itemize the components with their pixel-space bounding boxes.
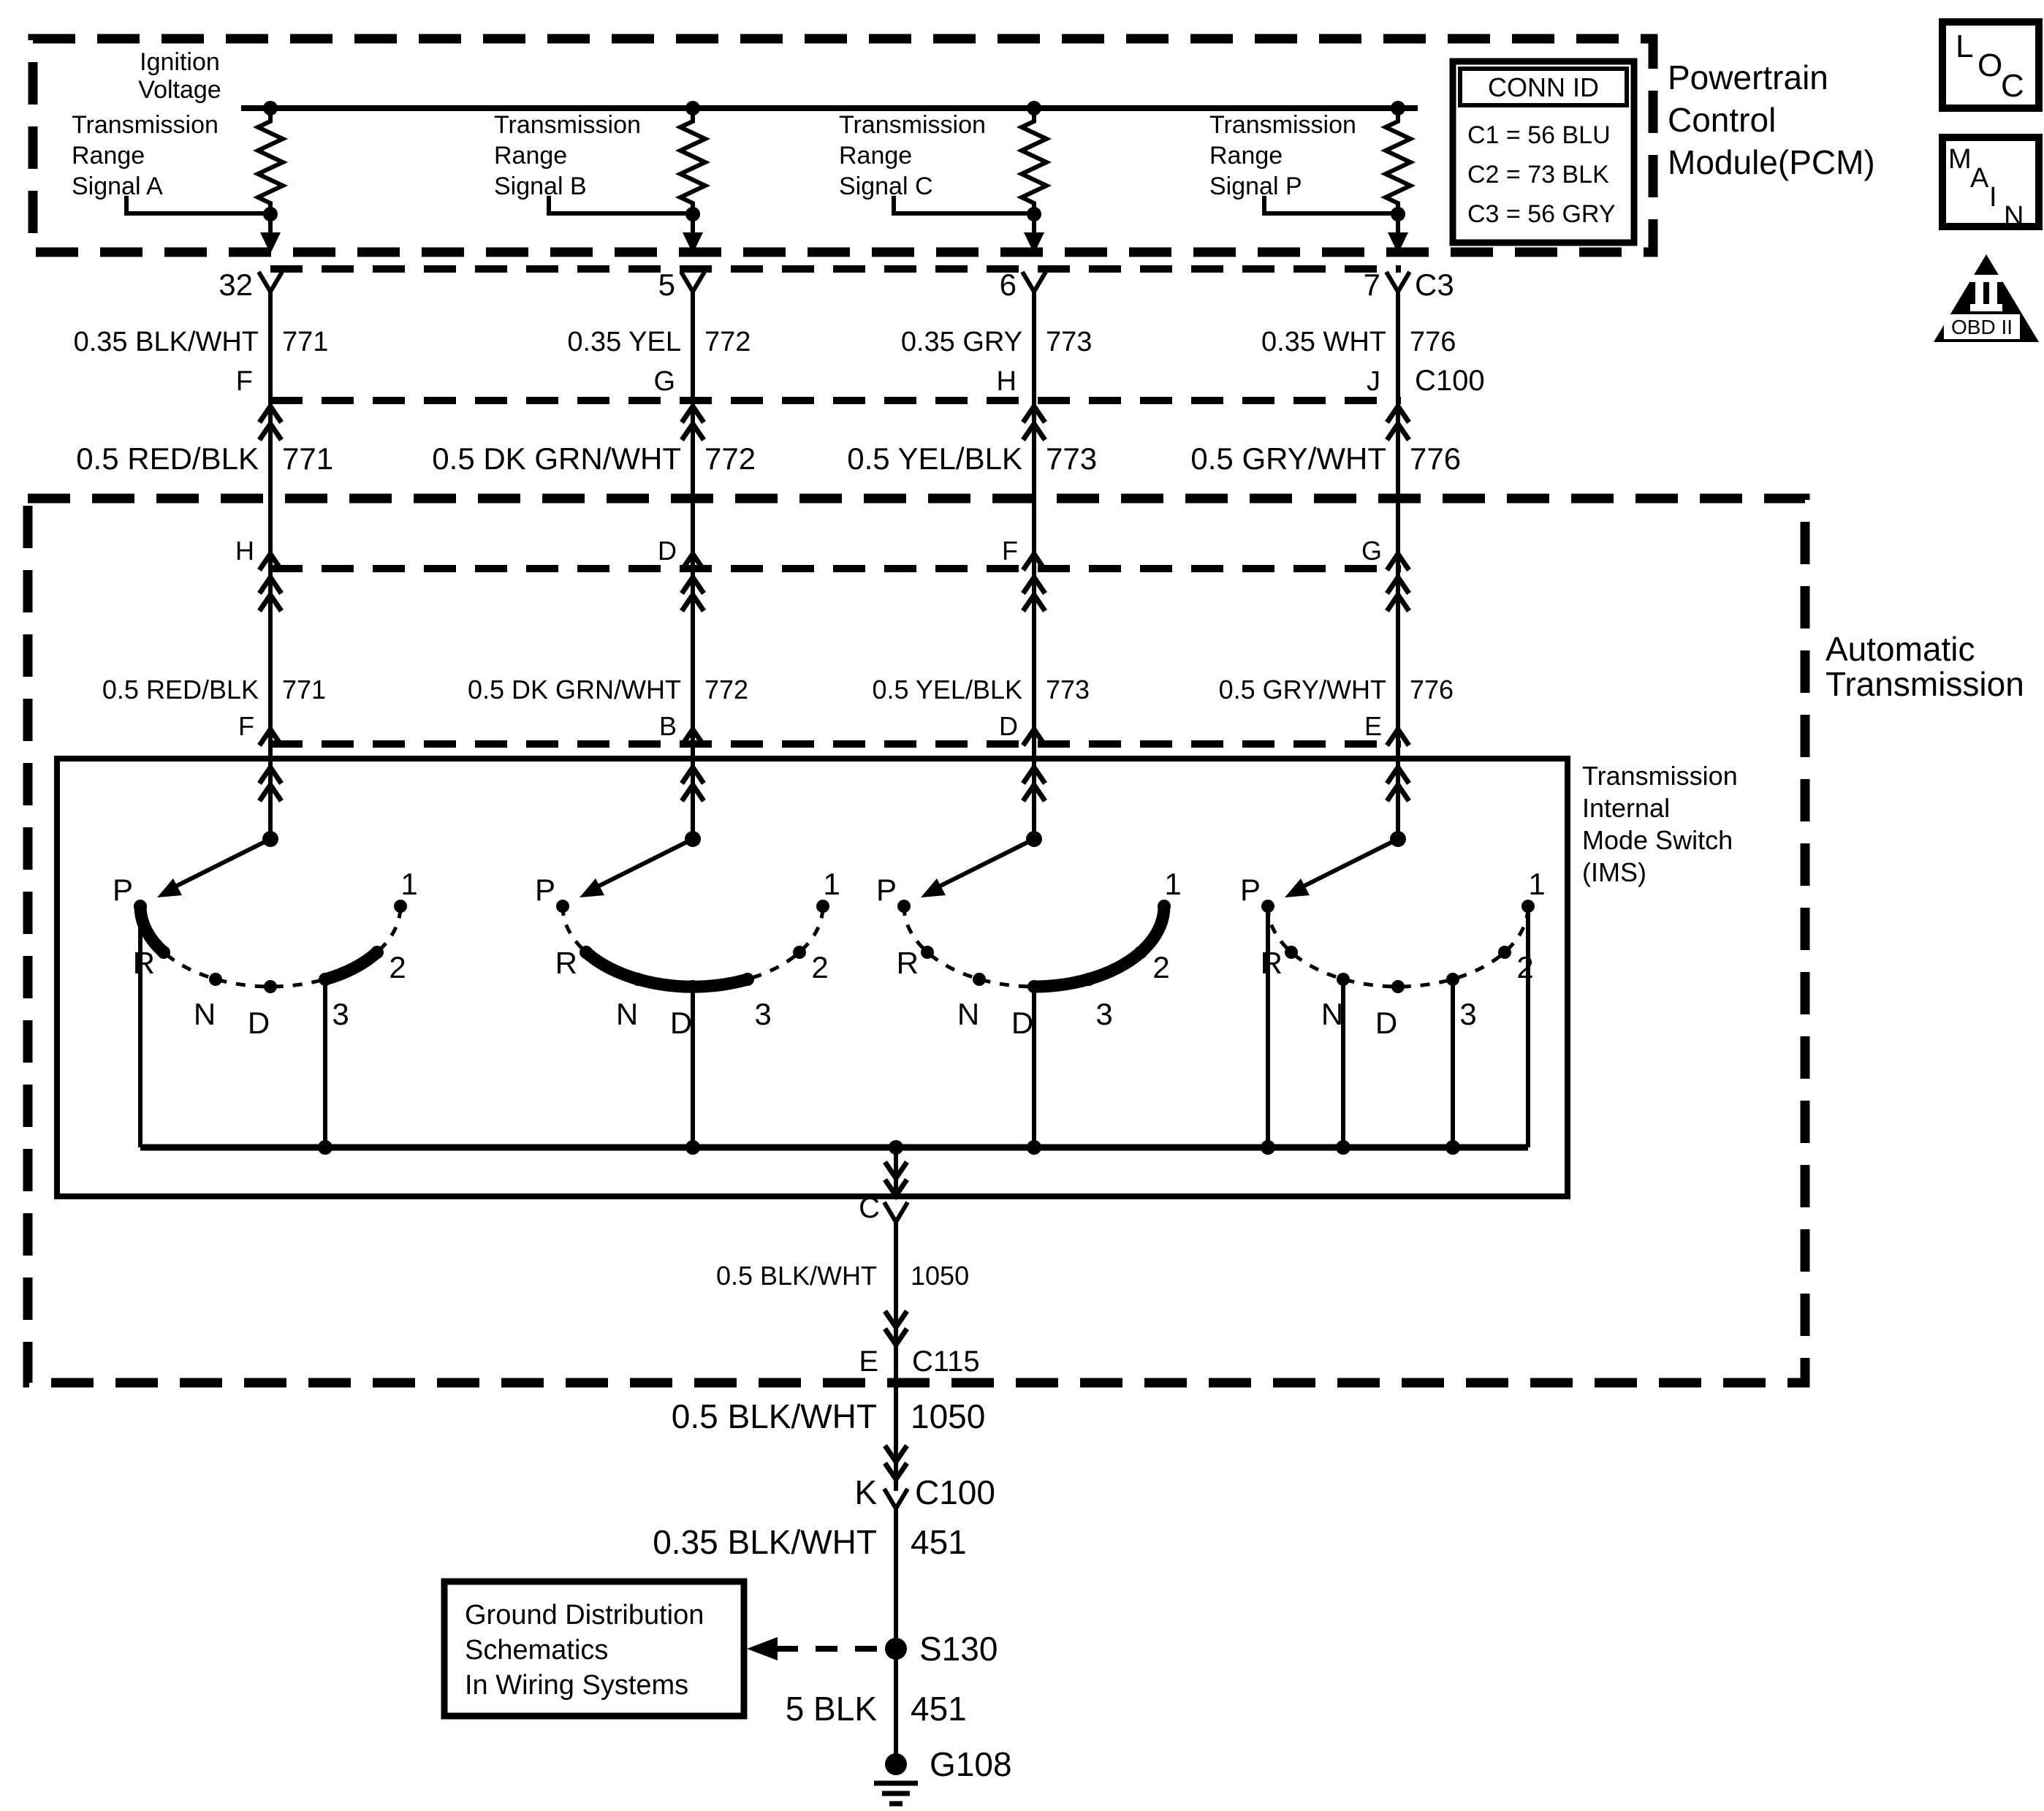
connector-c3-label: C3 [1415, 267, 1454, 302]
signal-tap-lines [126, 196, 1398, 213]
swB-N: N [615, 997, 639, 1031]
ims-contact-segments [140, 906, 1164, 987]
wire2-a-circuit: 771 [282, 441, 334, 476]
loc-letter-o: O [1977, 48, 2003, 83]
automatic-transmission-line2: Transmission [1825, 665, 2024, 703]
main-letter-m: M [1948, 144, 1972, 175]
ground-reference-box [444, 1582, 744, 1716]
wire-row2-labels [76, 441, 1461, 476]
wire3-b-circuit: 772 [704, 675, 749, 705]
ground-ref-line1: Ground Distribution [465, 1600, 704, 1630]
swP-1: 1 [1528, 867, 1546, 901]
swC-2: 2 [1152, 950, 1170, 984]
signal-b-label-line1: Transmission [494, 111, 641, 139]
ims-bottom-pin-row [238, 711, 1382, 741]
pcm-title [1668, 58, 1875, 181]
conn-id-row-c1: C1 = 56 BLU [1467, 121, 1611, 149]
wire-451-label: 0.35 BLK/WHT [653, 1523, 877, 1561]
swB-D: D [669, 1006, 693, 1040]
main-letter-n: N [2004, 201, 2024, 232]
ims-top-pin-row [235, 536, 1382, 566]
signal-a-label-line2: Range [72, 142, 145, 170]
wire3-b-label: 0.5 DK GRN/WHT [467, 675, 681, 705]
splice-s130-dot [885, 1638, 907, 1660]
pin-c-ims: C [859, 1192, 880, 1224]
wire1-c-label: 0.35 GRY [900, 327, 1022, 357]
automatic-transmission-box [28, 498, 1805, 1383]
pin-h-c100: H [996, 366, 1017, 397]
ims-title [1582, 761, 1738, 887]
pin-g-int: G [1361, 536, 1382, 566]
swC-R: R [896, 946, 919, 980]
pin-g-c100: G [653, 366, 675, 397]
signal-p-label-line3: Signal P [1209, 172, 1302, 200]
wire-c2-label: 0.5 BLK/WHT [671, 1397, 877, 1435]
c100-connector-rows [270, 269, 1401, 400]
swC-D: D [1011, 1006, 1034, 1040]
wire1-c-circuit: 773 [1046, 327, 1093, 357]
swA-P: P [112, 873, 133, 907]
ims-title-line3: Mode Switch [1582, 825, 1733, 855]
swC-P: P [875, 873, 897, 907]
swB-1: 1 [823, 867, 840, 901]
conn-id-title: CONN ID [1488, 72, 1599, 102]
c3-pin-row [219, 267, 1454, 302]
swB-P: P [534, 873, 555, 907]
loc-letter-l: L [1956, 29, 1974, 64]
signal-b-label-line3: Signal B [494, 172, 587, 200]
wire1-b-circuit: 772 [704, 327, 751, 357]
ground-ref-line3: In Wiring Systems [465, 1670, 689, 1701]
pin-d-ims: D [999, 711, 1018, 741]
automatic-transmission-title [1825, 630, 2024, 703]
main-letter-i: I [1989, 182, 1997, 213]
swA-N: N [193, 997, 216, 1031]
pin-d-int: D [658, 536, 677, 566]
conn-id-table [1453, 61, 1634, 243]
conn-id-row-c2: C2 = 73 BLK [1467, 161, 1609, 189]
ground-g108-label: G108 [930, 1745, 1012, 1783]
conn-id-row-c3: C3 = 56 GRY [1467, 200, 1616, 228]
wire3-c-label: 0.5 YEL/BLK [872, 675, 1022, 705]
wire-row3-labels [102, 675, 1454, 705]
wire2-c-circuit: 773 [1046, 441, 1098, 476]
wire1-a-label: 0.35 BLK/WHT [73, 327, 259, 357]
main-tag [1942, 137, 2039, 232]
swA-1: 1 [400, 867, 418, 901]
swA-2: 2 [389, 950, 406, 984]
column-signal-b [556, 101, 829, 993]
swC-3: 3 [1095, 997, 1113, 1031]
ignition-voltage-label-line1: Ignition [140, 48, 220, 76]
wire1-p-circuit: 776 [1410, 327, 1456, 357]
splice-s130-label: S130 [919, 1630, 998, 1668]
wire-451-circuit: 451 [911, 1523, 967, 1561]
ims-title-line2: Internal [1582, 793, 1671, 823]
pin-b-ims: B [658, 711, 677, 741]
pin-h-int: H [235, 536, 254, 566]
pin-j-c100: J [1367, 366, 1380, 397]
wire3-p-label: 0.5 GRY/WHT [1218, 675, 1386, 705]
column-signal-a [134, 101, 407, 993]
swP-3: 3 [1459, 997, 1477, 1031]
connector-c100-bottom-label: C100 [915, 1473, 995, 1511]
wire-c-label: 0.5 BLK/WHT [715, 1261, 877, 1291]
pin-32: 32 [219, 267, 253, 302]
wire1-b-label: 0.35 YEL [567, 327, 681, 357]
wire3-a-label: 0.5 RED/BLK [102, 675, 259, 705]
signal-a-label-line3: Signal A [72, 172, 163, 200]
pcm-title-line3: Module(PCM) [1668, 143, 1875, 181]
swC-N: N [957, 997, 980, 1031]
wire-c2-circuit: 1050 [911, 1397, 986, 1435]
ims-title-line4: (IMS) [1582, 857, 1646, 887]
wire2-p-circuit: 776 [1410, 441, 1462, 476]
wire2-c-label: 0.5 YEL/BLK [847, 441, 1022, 476]
wire2-p-label: 0.5 GRY/WHT [1190, 441, 1386, 476]
connector-c115-label: C115 [912, 1345, 980, 1378]
wire2-b-label: 0.5 DK GRN/WHT [432, 441, 681, 476]
swP-N: N [1321, 997, 1344, 1031]
swP-D: D [1375, 1006, 1398, 1040]
ground-symbol-icon [874, 1783, 918, 1804]
swC-1: 1 [1164, 867, 1182, 901]
column-signal-c [897, 101, 1171, 993]
wire3-c-circuit: 773 [1046, 675, 1090, 705]
swB-3: 3 [754, 997, 772, 1031]
swA-3: 3 [332, 997, 349, 1031]
swB-2: 2 [811, 950, 829, 984]
c100-pin-row [236, 365, 1485, 397]
swA-R: R [132, 946, 155, 980]
wire2-a-label: 0.5 RED/BLK [76, 441, 259, 476]
ground-g108-dot [885, 1753, 907, 1775]
signal-c-label-line1: Transmission [839, 111, 986, 139]
ignition-voltage-label-line2: Voltage [138, 76, 221, 104]
pin-6: 6 [999, 267, 1017, 302]
pin-e-c115: E [859, 1345, 878, 1378]
pin-5: 5 [658, 267, 675, 302]
obd-ii-label: OBD II [1950, 316, 2013, 338]
wire3-p-circuit: 776 [1410, 675, 1454, 705]
automatic-transmission-line1: Automatic [1825, 630, 1975, 668]
wire-row1-labels [74, 327, 1456, 357]
swP-P: P [1239, 873, 1261, 907]
ground-ref-line2: Schematics [465, 1635, 609, 1666]
swP-R: R [1260, 946, 1283, 980]
wire2-b-circuit: 772 [704, 441, 756, 476]
swP-2: 2 [1516, 950, 1534, 984]
signal-p-label-line2: Range [1209, 142, 1283, 170]
signal-c-label-line3: Signal C [839, 172, 933, 200]
connector-c100-label: C100 [1415, 365, 1485, 397]
s130-reference-arrowhead [747, 1637, 778, 1660]
signal-a-label-line1: Transmission [72, 111, 219, 139]
pin-f-int: F [1002, 536, 1018, 566]
ground-chain [653, 1147, 1011, 1804]
ims-title-line1: Transmission [1582, 761, 1738, 791]
main-letter-a: A [1970, 163, 1989, 194]
pin-7: 7 [1363, 267, 1380, 302]
wire1-a-circuit: 771 [282, 327, 329, 357]
pcm-title-line2: Control [1668, 101, 1777, 139]
switch-position-labels [113, 867, 1546, 1040]
wire1-p-label: 0.35 WHT [1261, 327, 1386, 357]
loc-letter-c: C [2001, 68, 2024, 104]
wire-5blk-circuit: 451 [911, 1690, 967, 1728]
wire-c-circuit: 1050 [911, 1261, 970, 1291]
pcm-title-line1: Powertrain [1668, 58, 1828, 96]
loc-tag [1942, 22, 2039, 108]
wire3-a-circuit: 771 [282, 675, 327, 705]
obd-ii-badge [1934, 254, 2039, 342]
pin-k-c100: K [854, 1473, 877, 1511]
swA-D: D [247, 1006, 270, 1040]
pin-f-c100: F [235, 366, 253, 397]
pin-e-ims: E [1364, 711, 1382, 741]
signal-p-label-line1: Transmission [1209, 111, 1356, 139]
pin-f-ims: F [238, 711, 254, 741]
transmission-connector-rows [270, 569, 1401, 744]
signal-b-label-line2: Range [494, 142, 568, 170]
wire-5blk-label: 5 BLK [785, 1690, 877, 1728]
signal-c-label-line2: Range [839, 142, 913, 170]
swB-R: R [555, 946, 577, 980]
